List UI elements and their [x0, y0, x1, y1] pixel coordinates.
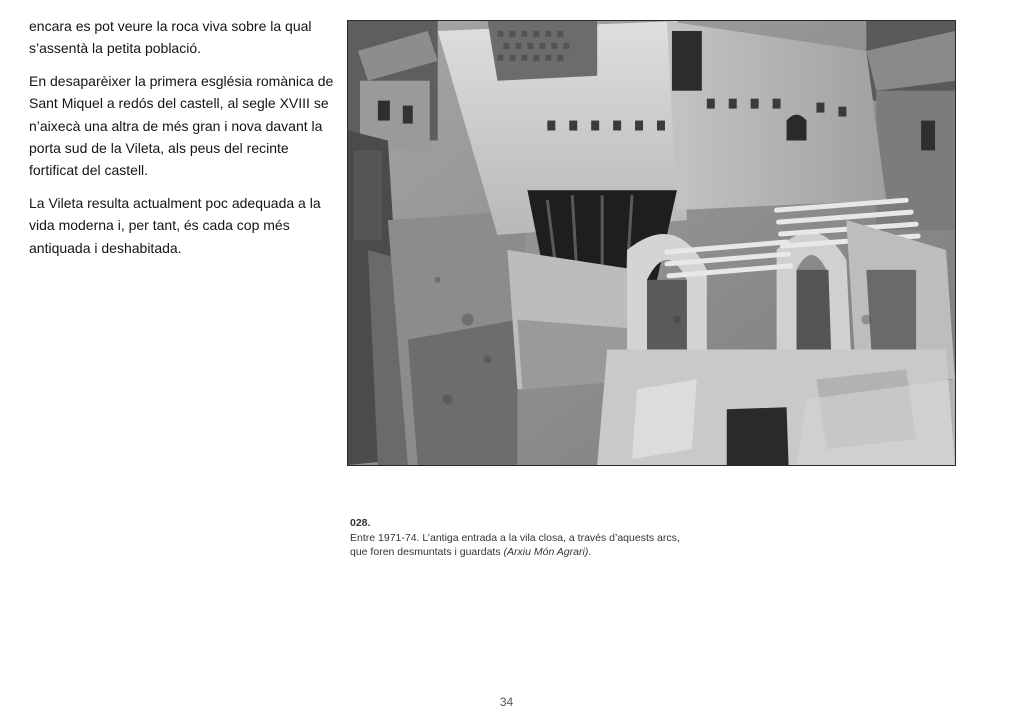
paragraph: encara es pot veure la roca viva sobre la qual s’assentà la petita població. — [29, 18, 312, 57]
paragraph: En desaparèixer la primera església romànica de Sant Miquel a redós del castell, al segle XVIII se n’aixecà una altra de més gran i nova davant la porta sud de la Vileta, als peus del recinte fortificat del castell. — [29, 72, 334, 179]
caption-end: . — [588, 546, 592, 558]
paragraph: La Vileta resulta actualment poc adequada a la vida moderna i, per tant, és cada cop més antiquada i deshabitada. — [29, 194, 321, 256]
caption-text: Entre 1971-74. L’antiga entrada a la vila closa, a través d’aquests arcs, que foren desmuntats i guardats — [350, 531, 680, 558]
body-text — [29, 15, 339, 269]
caption-source: (Arxiu Món Agrari) — [503, 546, 589, 558]
photo-ruins-icon — [348, 21, 955, 465]
figure-photo — [347, 20, 956, 466]
page-number: 34 — [499, 695, 514, 709]
caption-number: 028. — [350, 517, 371, 529]
figure-caption — [350, 516, 680, 560]
